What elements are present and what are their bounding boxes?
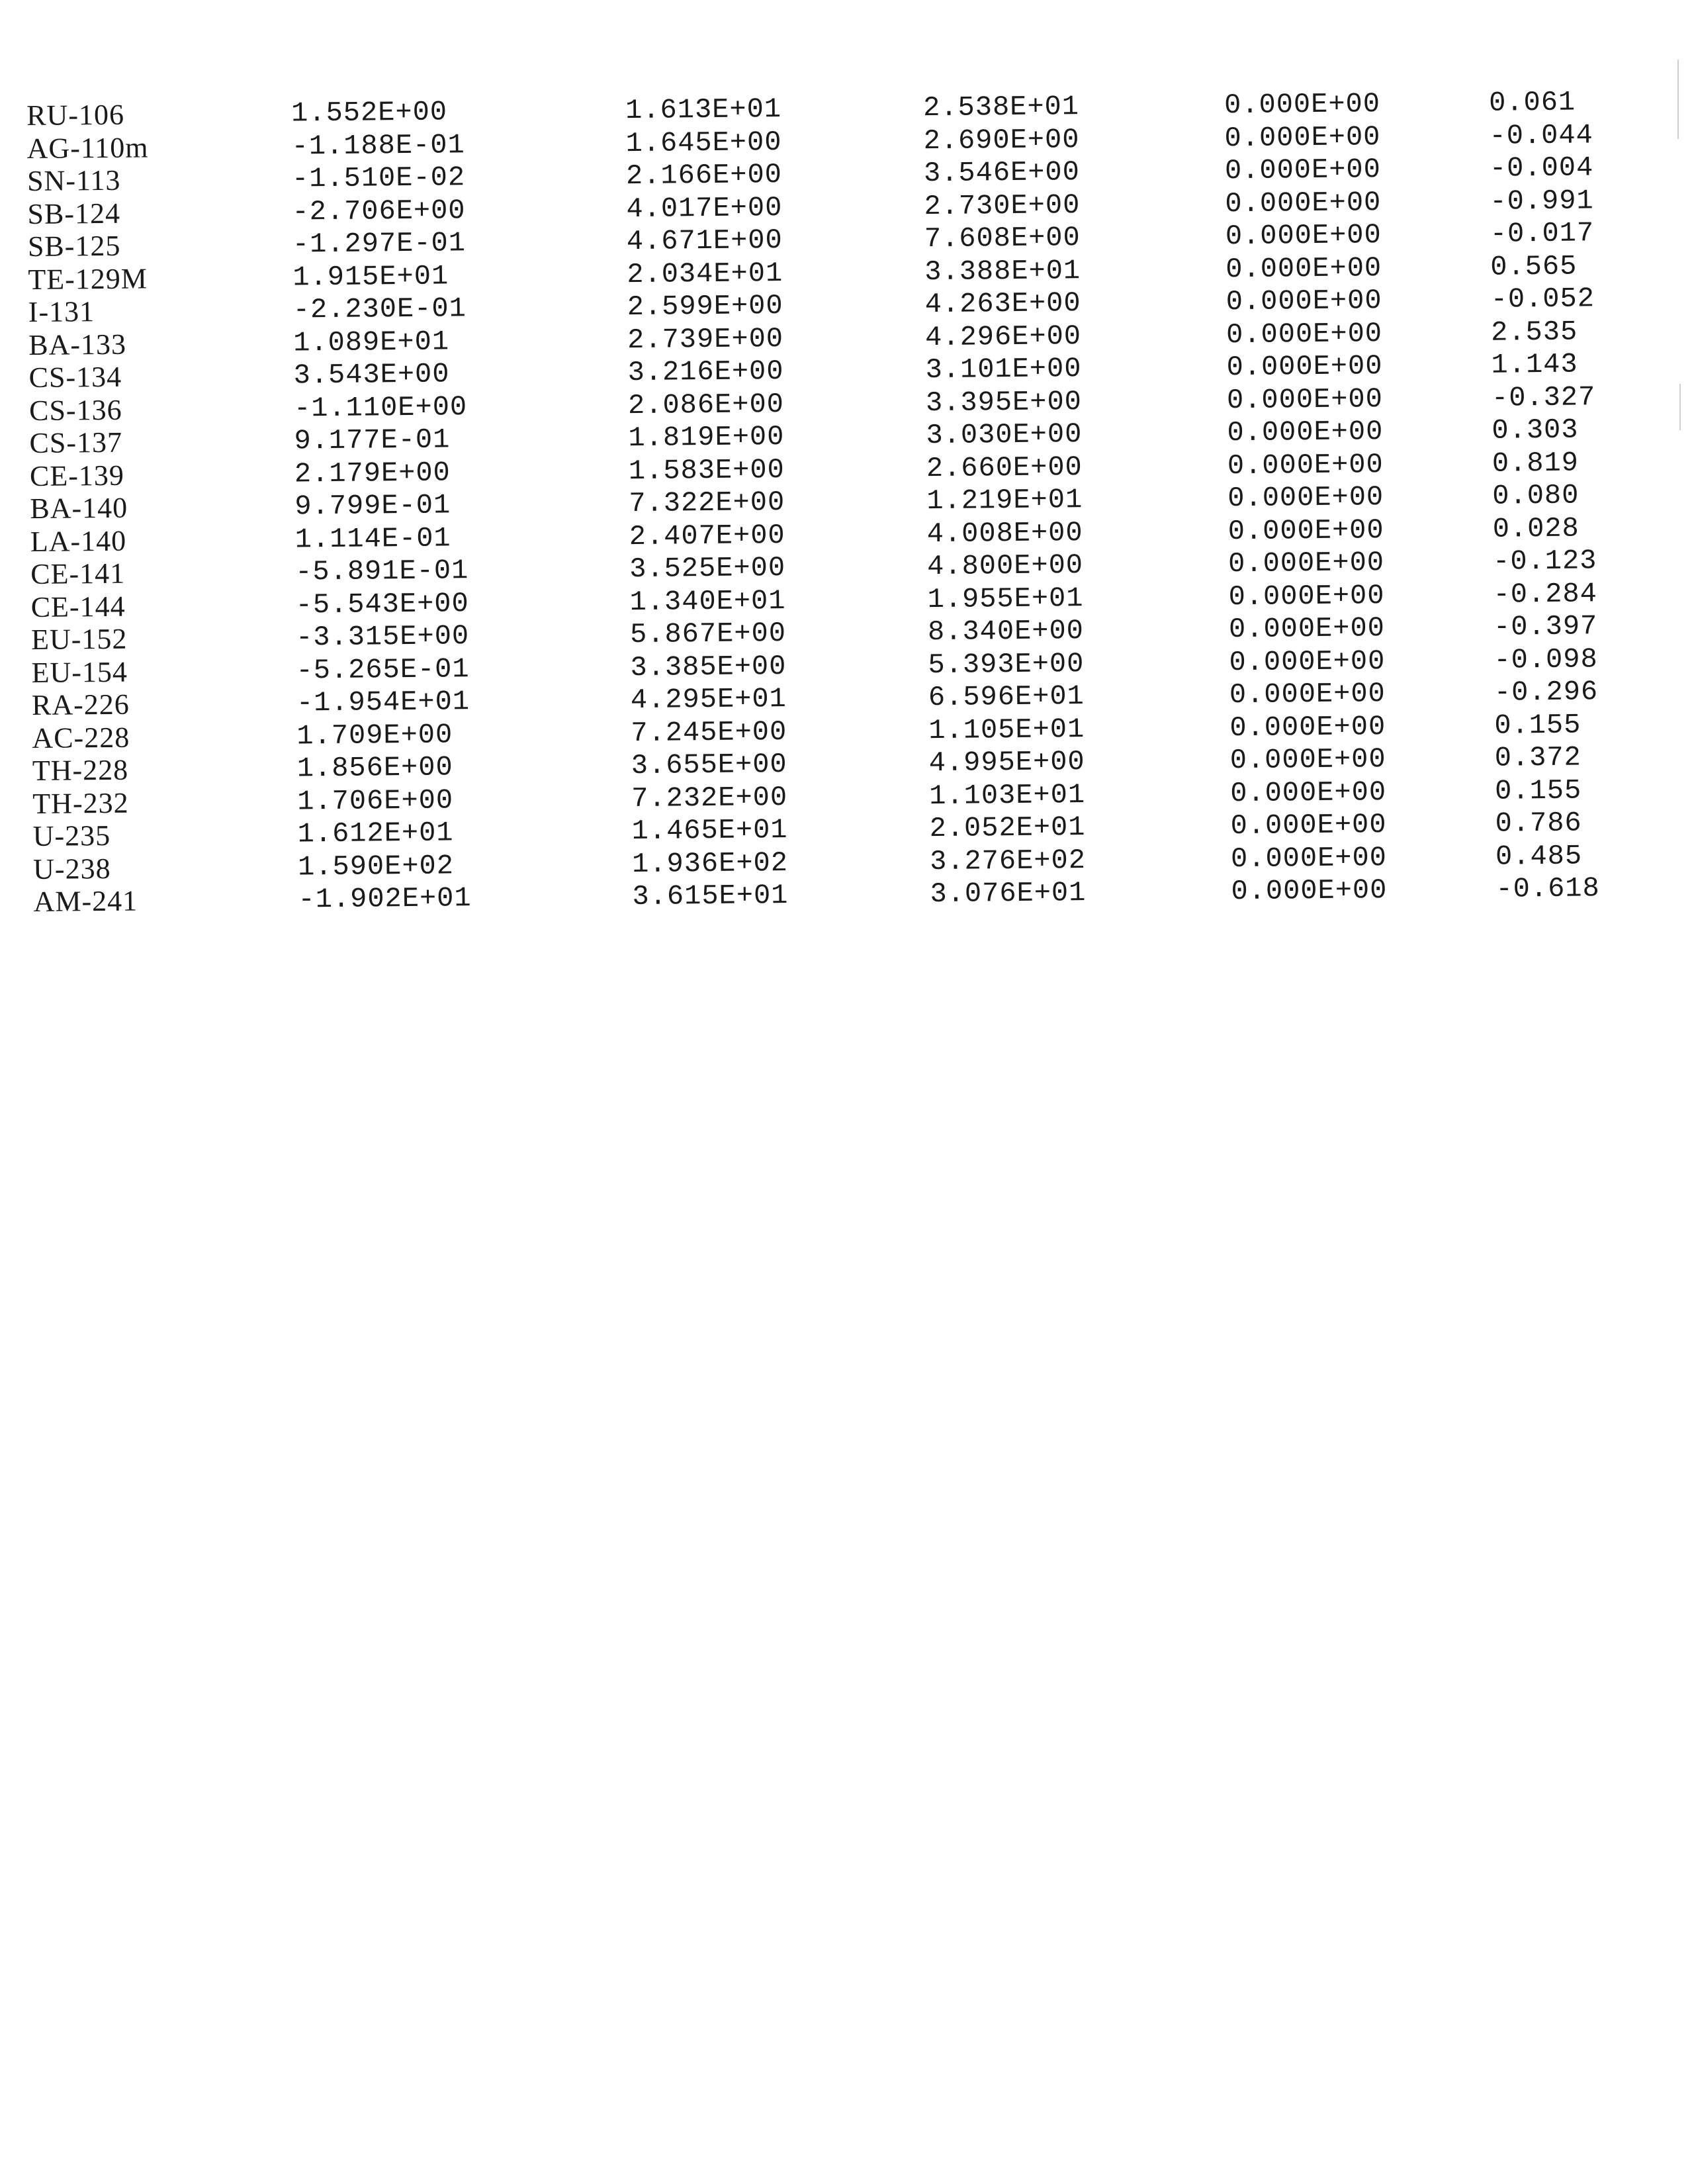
nuclide-cell: RU-106	[26, 98, 125, 132]
value-cell-col1: 3.543E+00	[293, 358, 450, 392]
value-cell-col2: 3.655E+00	[631, 749, 787, 782]
nuclide-cell: LA-140	[30, 524, 127, 558]
value-cell-col3: 1.219E+01	[926, 484, 1083, 518]
value-cell-col1: -5.891E-01	[295, 555, 469, 588]
value-cell-col2: 4.295E+01	[630, 683, 787, 717]
value-cell-col1: 9.177E-01	[294, 424, 451, 457]
value-cell-col1: -2.706E+00	[292, 194, 466, 228]
nuclide-results-table	[26, 85, 1668, 960]
value-cell-col2: 1.819E+00	[628, 421, 785, 455]
value-cell-col3: 1.105E+01	[928, 713, 1085, 747]
value-cell-col2: 7.322E+00	[629, 486, 785, 520]
value-cell-col1: 1.856E+00	[296, 751, 453, 785]
value-cell-col3: 3.076E+01	[930, 877, 1087, 911]
value-cell-col5: -0.044	[1489, 118, 1594, 152]
value-cell-col4: 0.000E+00	[1226, 317, 1383, 351]
nuclide-cell: U-238	[32, 852, 111, 886]
nuclide-cell: TH-228	[32, 753, 129, 787]
value-cell-col2: 7.232E+00	[631, 781, 788, 815]
nuclide-cell: CE-141	[30, 557, 126, 590]
value-cell-col5: 0.786	[1495, 807, 1582, 840]
value-cell-col2: 1.936E+02	[631, 846, 789, 880]
value-cell-col3: 3.276E+02	[929, 844, 1087, 878]
value-cell-col4: 0.000E+00	[1226, 350, 1383, 384]
value-cell-col1: -3.315E+00	[295, 620, 470, 654]
value-cell-col3: 8.340E+00	[927, 615, 1085, 649]
value-cell-col2: 4.671E+00	[626, 224, 783, 258]
scan-edge-mark	[1677, 60, 1679, 139]
nuclide-cell: TE-129M	[28, 261, 148, 296]
value-cell-col3: 4.995E+00	[928, 746, 1085, 780]
value-cell-col2: 5.867E+00	[629, 617, 787, 651]
value-cell-col5: -0.123	[1492, 545, 1597, 578]
value-cell-col1: 1.089E+01	[293, 325, 450, 359]
value-cell-col4: 0.000E+00	[1226, 285, 1382, 318]
value-cell-col3: 3.030E+00	[926, 418, 1083, 452]
value-cell-col1: 1.915E+01	[292, 259, 449, 293]
value-cell-col4: 0.000E+00	[1224, 154, 1382, 187]
value-cell-col3: 4.296E+00	[924, 320, 1082, 353]
value-cell-col5: 0.485	[1495, 840, 1583, 873]
nuclide-cell: BA-140	[30, 491, 128, 525]
nuclide-cell: SB-124	[27, 197, 121, 230]
value-cell-col5: -0.017	[1490, 217, 1595, 250]
value-cell-col4: 0.000E+00	[1228, 612, 1386, 646]
value-cell-col3: 2.052E+01	[929, 811, 1086, 845]
value-cell-col2: 2.166E+00	[625, 159, 783, 193]
value-cell-col5: -0.397	[1493, 610, 1598, 643]
nuclide-cell: SB-125	[27, 229, 121, 263]
value-cell-col4: 0.000E+00	[1231, 874, 1388, 908]
value-cell-col4: 0.000E+00	[1227, 448, 1384, 482]
nuclide-cell: EU-154	[31, 655, 128, 689]
value-cell-col1: -1.954E+01	[296, 686, 470, 719]
value-cell-col1: 1.706E+00	[297, 784, 454, 817]
value-cell-col5: 0.565	[1490, 250, 1578, 283]
value-cell-col2: 2.086E+00	[627, 388, 785, 422]
value-cell-col4: 0.000E+00	[1226, 251, 1382, 285]
value-cell-col4: 0.000E+00	[1230, 809, 1387, 842]
nuclide-cell: CS-137	[29, 426, 123, 459]
value-cell-col5: 0.080	[1492, 479, 1580, 512]
nuclide-cell: AG-110m	[26, 130, 149, 165]
value-cell-col1: -1.110E+00	[293, 390, 468, 424]
value-cell-col3: 3.388E+01	[924, 254, 1081, 288]
value-cell-col5: 0.303	[1492, 414, 1579, 447]
value-cell-col3: 2.730E+00	[924, 189, 1081, 222]
value-cell-col1: -1.188E-01	[291, 128, 465, 163]
value-cell-col5: -0.284	[1493, 577, 1598, 611]
nuclide-cell: EU-152	[30, 622, 128, 656]
value-cell-col5: 0.819	[1492, 447, 1580, 480]
value-cell-col1: -5.543E+00	[295, 587, 469, 621]
value-cell-col1: 2.179E+00	[294, 456, 451, 490]
nuclide-cell: AM-241	[33, 884, 138, 918]
value-cell-col2: 3.385E+00	[630, 650, 787, 684]
value-cell-col2: 2.599E+00	[627, 290, 783, 324]
value-cell-col3: 6.596E+01	[928, 680, 1085, 714]
value-cell-col4: 0.000E+00	[1229, 743, 1386, 777]
value-cell-col2: 2.739E+00	[627, 322, 784, 356]
value-cell-col3: 2.538E+01	[922, 91, 1080, 124]
value-cell-col3: 7.608E+00	[924, 222, 1081, 255]
value-cell-col3: 1.103E+01	[929, 778, 1086, 812]
value-cell-col4: 0.000E+00	[1225, 186, 1382, 220]
value-cell-col4: 0.000E+00	[1230, 841, 1388, 875]
value-cell-col1: -1.297E-01	[292, 227, 467, 261]
value-cell-col5: 2.535	[1490, 316, 1578, 349]
value-cell-col3: 3.546E+00	[923, 156, 1081, 190]
value-cell-col1: -1.510E-02	[291, 161, 466, 195]
value-cell-col1: 1.612E+01	[297, 817, 454, 850]
value-cell-col2: 3.615E+01	[632, 879, 789, 913]
value-cell-col4: 0.000E+00	[1227, 416, 1384, 449]
value-cell-col4: 0.000E+00	[1224, 88, 1381, 122]
value-cell-col2: 1.613E+01	[625, 93, 782, 127]
value-cell-col2: 1.583E+00	[628, 453, 785, 487]
value-cell-col3: 4.263E+00	[924, 287, 1081, 321]
value-cell-col5: 0.155	[1494, 774, 1582, 807]
value-cell-col1: 1.590E+02	[297, 849, 455, 883]
value-cell-col2: 1.340E+01	[629, 584, 786, 618]
value-cell-col4: 0.000E+00	[1227, 547, 1385, 580]
value-cell-col5: 0.028	[1492, 512, 1580, 545]
value-cell-col5: 0.372	[1494, 741, 1582, 774]
value-cell-col3: 2.660E+00	[926, 451, 1083, 484]
value-cell-col2: 7.245E+00	[631, 715, 787, 749]
value-cell-col2: 1.645E+00	[625, 126, 782, 159]
value-cell-col1: 1.114E-01	[294, 522, 451, 555]
value-cell-col3: 3.101E+00	[925, 353, 1082, 387]
value-cell-col3: 5.393E+00	[928, 647, 1085, 681]
value-cell-col5: -0.296	[1493, 676, 1599, 709]
value-cell-col1: 1.709E+00	[296, 718, 453, 752]
value-cell-col3: 4.008E+00	[926, 516, 1083, 550]
value-cell-col4: 0.000E+00	[1229, 645, 1386, 678]
value-cell-col5: -0.327	[1491, 381, 1596, 414]
value-cell-col1: -2.230E-01	[292, 293, 467, 326]
nuclide-cell: SN-113	[26, 163, 121, 197]
value-cell-col4: 0.000E+00	[1230, 776, 1387, 809]
value-cell-col4: 0.000E+00	[1229, 678, 1386, 711]
nuclide-cell: AC-228	[32, 721, 130, 754]
value-cell-col4: 0.000E+00	[1229, 710, 1386, 744]
value-cell-col5: 0.061	[1488, 86, 1576, 119]
nuclide-cell: U-235	[32, 819, 111, 852]
nuclide-cell: CS-134	[28, 360, 122, 394]
scan-edge-mark	[1679, 384, 1681, 430]
value-cell-col3: 2.690E+00	[923, 123, 1080, 157]
value-cell-col4: 0.000E+00	[1226, 383, 1384, 416]
value-cell-col4: 0.000E+00	[1228, 579, 1385, 613]
value-cell-col5: -0.618	[1495, 872, 1600, 905]
value-cell-col2: 4.017E+00	[626, 191, 783, 225]
nuclide-cell: RA-226	[31, 688, 130, 721]
value-cell-col2: 3.525E+00	[629, 552, 786, 586]
value-cell-col1: -5.265E-01	[296, 653, 470, 686]
value-cell-col1: 1.552E+00	[290, 96, 448, 130]
value-cell-col3: 1.955E+01	[927, 582, 1084, 615]
value-cell-col4: 0.000E+00	[1224, 120, 1381, 154]
value-cell-col5: -0.991	[1490, 184, 1594, 218]
value-cell-col4: 0.000E+00	[1227, 514, 1384, 547]
nuclide-cell: BA-133	[28, 328, 127, 361]
nuclide-cell: I-131	[28, 295, 95, 328]
value-cell-col5: -0.004	[1489, 152, 1594, 185]
value-cell-col5: 1.143	[1491, 348, 1578, 381]
value-cell-col2: 1.465E+01	[631, 814, 788, 848]
value-cell-col5: -0.052	[1490, 283, 1595, 316]
nuclide-cell: CS-136	[28, 393, 122, 427]
value-cell-col2: 3.216E+00	[627, 355, 784, 389]
value-cell-col2: 2.407E+00	[629, 519, 785, 553]
value-cell-col3: 4.800E+00	[927, 549, 1084, 583]
value-cell-col4: 0.000E+00	[1227, 481, 1384, 515]
value-cell-col5: 0.155	[1494, 709, 1582, 742]
value-cell-col4: 0.000E+00	[1225, 219, 1382, 253]
nuclide-cell: TH-232	[32, 786, 129, 820]
nuclide-cell: CE-144	[30, 590, 126, 623]
value-cell-col3: 3.395E+00	[925, 385, 1083, 419]
value-cell-col1: -1.902E+01	[298, 882, 472, 916]
value-cell-col5: -0.098	[1493, 643, 1598, 676]
value-cell-col2: 2.034E+01	[627, 257, 783, 291]
value-cell-col1: 9.799E-01	[294, 489, 451, 523]
nuclide-cell: CE-139	[29, 459, 125, 492]
